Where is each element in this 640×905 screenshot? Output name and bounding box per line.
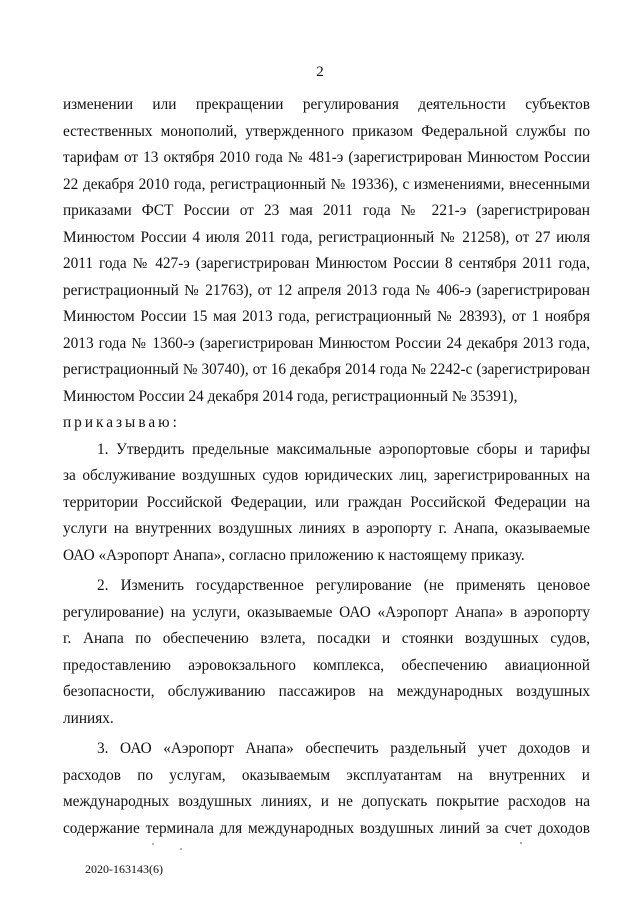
text-line: приказами ФСТ России от 23 мая 2011 года № 221-э (зарегистрирован xyxy=(63,202,590,219)
text-line: тарифам от 13 октября 2010 года № 481-э (зарегистрирован Минюстом России xyxy=(63,149,590,166)
scan-speck xyxy=(180,848,182,850)
scan-speck xyxy=(152,843,154,845)
text-line: услуги на внутренних воздушных линиях в аэропорту г. Анапа, оказываемые xyxy=(63,520,590,537)
text-line: международных воздушных линиях, и не допускать покрытие расходов на xyxy=(63,793,590,810)
text-line: ОАО «Аэропорт Анапа», согласно приложению к настоящему приказу. xyxy=(63,546,525,564)
text-line: 2013 года № 1360-э (зарегистрирован Минюстом России 24 декабря 2013 года, xyxy=(63,334,590,352)
item-3-paragraph xyxy=(63,736,590,842)
intro-paragraph xyxy=(63,92,590,410)
text-line: регулирование) на услуги, оказываемые ОАО «Аэропорт Анапа» в аэропорту xyxy=(63,603,590,621)
text-line: естественных монополий, утвержденного приказом Федеральной службы по xyxy=(63,122,590,140)
text-line: регистрационный № 30740), от 16 декабря 2014 года № 2242-с (зарегистрирован xyxy=(63,361,590,378)
text-line: 2. Изменить государственное регулирование (не применять ценовое xyxy=(97,577,590,594)
text-line: территории Российской Федерации, или граждан Российской Федерации на xyxy=(63,493,590,511)
document-code: 2020-163143(6) xyxy=(85,862,163,876)
scan-speck xyxy=(520,842,522,844)
text-line: предоставлению аэровокзального комплекса, обеспечению авиационной xyxy=(63,656,590,674)
order-word: приказываю: xyxy=(63,414,180,431)
text-line: расходов по услугам, оказываемым эксплуатантам на внутренних и xyxy=(63,766,590,784)
text-line: г. Анапа по обеспечению взлета, посадки и стоянки воздушных судов, xyxy=(63,630,590,647)
item-2-paragraph xyxy=(63,573,590,732)
page-number: 2 xyxy=(316,64,324,80)
text-line: Минюстом России 15 мая 2013 года, регистрационный № 28393), от 1 ноября xyxy=(63,308,590,325)
text-line: 3. ОАО «Аэропорт Анапа» обеспечить раздельный учет доходов и xyxy=(97,740,590,757)
text-line: изменении или прекращении регулирования деятельности субъектов xyxy=(63,96,590,113)
text-line: безопасности, обслуживанию пассажиров на международных воздушных xyxy=(63,683,590,700)
document-body xyxy=(63,92,590,842)
text-line: за обслуживание воздушных судов юридических лиц, зарегистрированных на xyxy=(63,467,590,484)
text-line: 1. Утвердить предельные максимальные аэропортовые сборы и тарифы xyxy=(97,440,590,458)
item-1-paragraph xyxy=(63,437,590,570)
text-line: Минюстом России 24 декабря 2014 года, регистрационный № 35391), xyxy=(63,387,518,405)
text-line: линиях. xyxy=(63,709,114,727)
text-line: 2011 года № 427-э (зарегистрирован Минюстом России 8 сентября 2011 года, xyxy=(63,255,590,272)
text-line: Минюстом России 4 июля 2011 года, регистрационный № 21258), от 27 июля xyxy=(63,228,590,246)
text-line: содержание терминала для международных воздушных линий за счет доходов xyxy=(63,819,590,837)
text-line: регистрационный № 21763), от 12 апреля 2013 года № 406-э (зарегистрирован xyxy=(63,281,590,299)
text-line: 22 декабря 2010 года, регистрационный № 19336), с изменениями, внесенными xyxy=(63,175,590,193)
